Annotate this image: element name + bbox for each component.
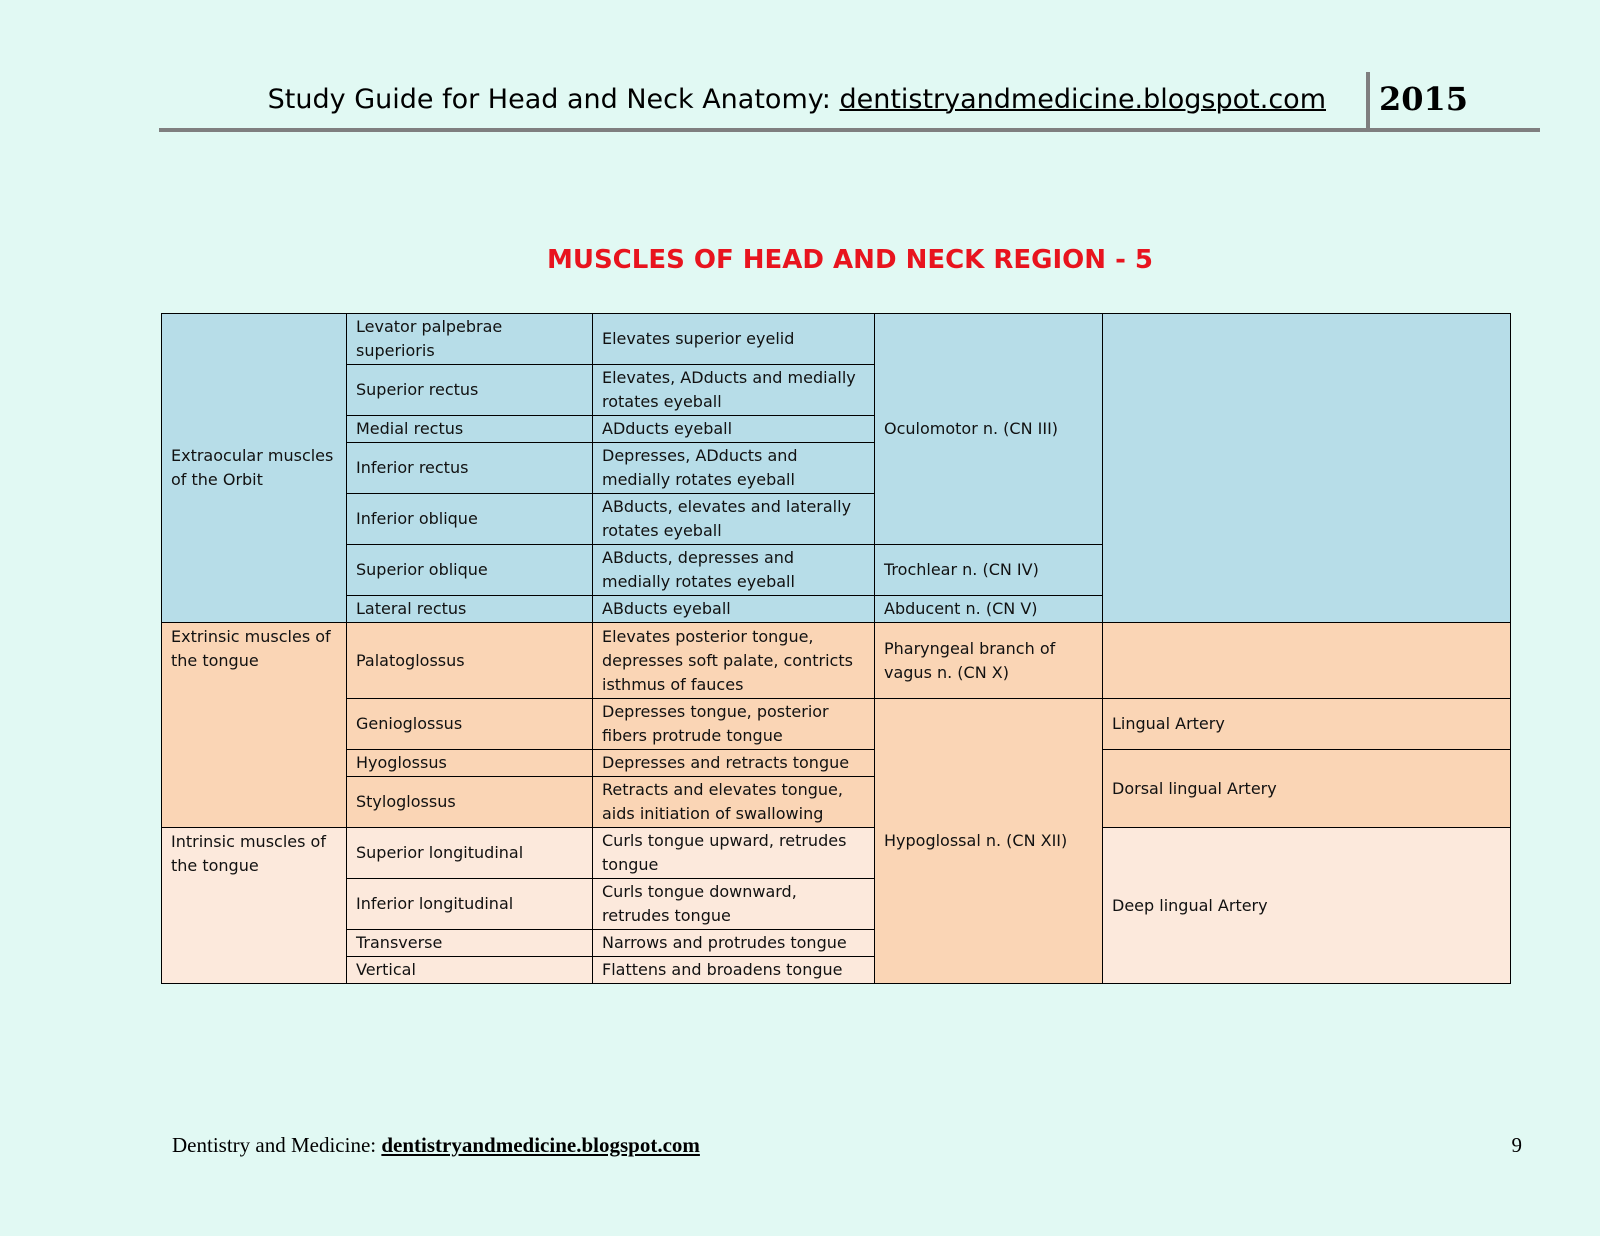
action-cell: ABducts, elevates and laterally rotates eyeball [593,494,875,545]
muscle-cell: Inferior rectus [347,443,593,494]
muscle-cell: Levator palpebrae superioris [347,314,593,365]
muscle-cell: Styloglossus [347,777,593,828]
action-cell: Depresses and retracts tongue [593,750,875,777]
muscle-cell: Lateral rectus [347,596,593,623]
action-cell: Depresses tongue, posterior fibers protrude tongue [593,699,875,750]
nerve-cell-pharyngeal: Pharyngeal branch of vagus n. (CN X) [875,623,1103,699]
muscles-table [161,313,1511,984]
muscle-cell: Hyoglossus [347,750,593,777]
nerve-cell-abducent: Abducent n. (CN V) [875,596,1103,623]
table-row [162,314,1511,365]
nerve-cell-trochlear: Trochlear n. (CN IV) [875,545,1103,596]
action-cell: ABducts, depresses and medially rotates eyeball [593,545,875,596]
action-cell: Curls tongue downward, retrudes tongue [593,879,875,930]
group-label-intrinsic: Intrinsic muscles of the tongue [162,828,347,984]
action-cell: ABducts eyeball [593,596,875,623]
muscle-cell: Superior longitudinal [347,828,593,879]
header-title [268,84,1326,115]
muscle-cell: Inferior longitudinal [347,879,593,930]
muscle-cell: Transverse [347,930,593,957]
muscle-cell: Superior rectus [347,365,593,416]
table-row [162,750,1511,777]
table-row [162,828,1511,879]
muscle-cell: Vertical [347,957,593,984]
page-title: MUSCLES OF HEAD AND NECK REGION - 5 [546,245,1154,275]
action-cell: Depresses, ADducts and medially rotates eyeball [593,443,875,494]
header-divider [1366,72,1370,132]
group-label-extrinsic: Extrinsic muscles of the tongue [162,623,347,828]
header-title-prefix: Study Guide for Head and Neck Anatomy: [267,84,840,115]
header-blog-link[interactable]: dentistryandmedicine.blogspot.com [839,84,1326,115]
muscle-cell: Palatoglossus [347,623,593,699]
header-year: 2015 [1379,80,1469,118]
page-footer [172,1133,700,1158]
table-row [162,623,1511,699]
action-cell: Elevates posterior tongue, depresses soft palate, contricts isthmus of fauces [593,623,875,699]
artery-cell-orbit-empty [1103,314,1511,623]
action-cell: Elevates superior eyelid [593,314,875,365]
muscle-cell: Inferior oblique [347,494,593,545]
footer-blog-link[interactable]: dentistryandmedicine.blogspot.com [381,1133,700,1157]
muscle-cell: Genioglossus [347,699,593,750]
group-label-orbit: Extraocular muscles of the Orbit [162,314,347,623]
artery-cell-dorsal: Dorsal lingual Artery [1103,750,1511,828]
artery-cell-lingual: Lingual Artery [1103,699,1511,750]
action-cell: Flattens and broadens tongue [593,957,875,984]
header-rule [159,128,1540,132]
page-header [159,72,1540,132]
table-row [162,699,1511,750]
action-cell: ADducts eyeball [593,416,875,443]
artery-cell-extrinsic-empty [1103,623,1511,699]
nerve-cell-oculomotor: Oculomotor n. (CN III) [875,314,1103,545]
muscle-cell: Superior oblique [347,545,593,596]
muscle-cell: Medial rectus [347,416,593,443]
action-cell: Elevates, ADducts and medially rotates eyeball [593,365,875,416]
artery-cell-deep: Deep lingual Artery [1103,828,1511,984]
page-number: 9 [1511,1133,1522,1157]
footer-prefix: Dentistry and Medicine: [172,1133,382,1157]
action-cell: Narrows and protrudes tongue [593,930,875,957]
action-cell: Curls tongue upward, retrudes tongue [593,828,875,879]
nerve-cell-hypoglossal: Hypoglossal n. (CN XII) [875,699,1103,984]
action-cell: Retracts and elevates tongue, aids initiation of swallowing [593,777,875,828]
